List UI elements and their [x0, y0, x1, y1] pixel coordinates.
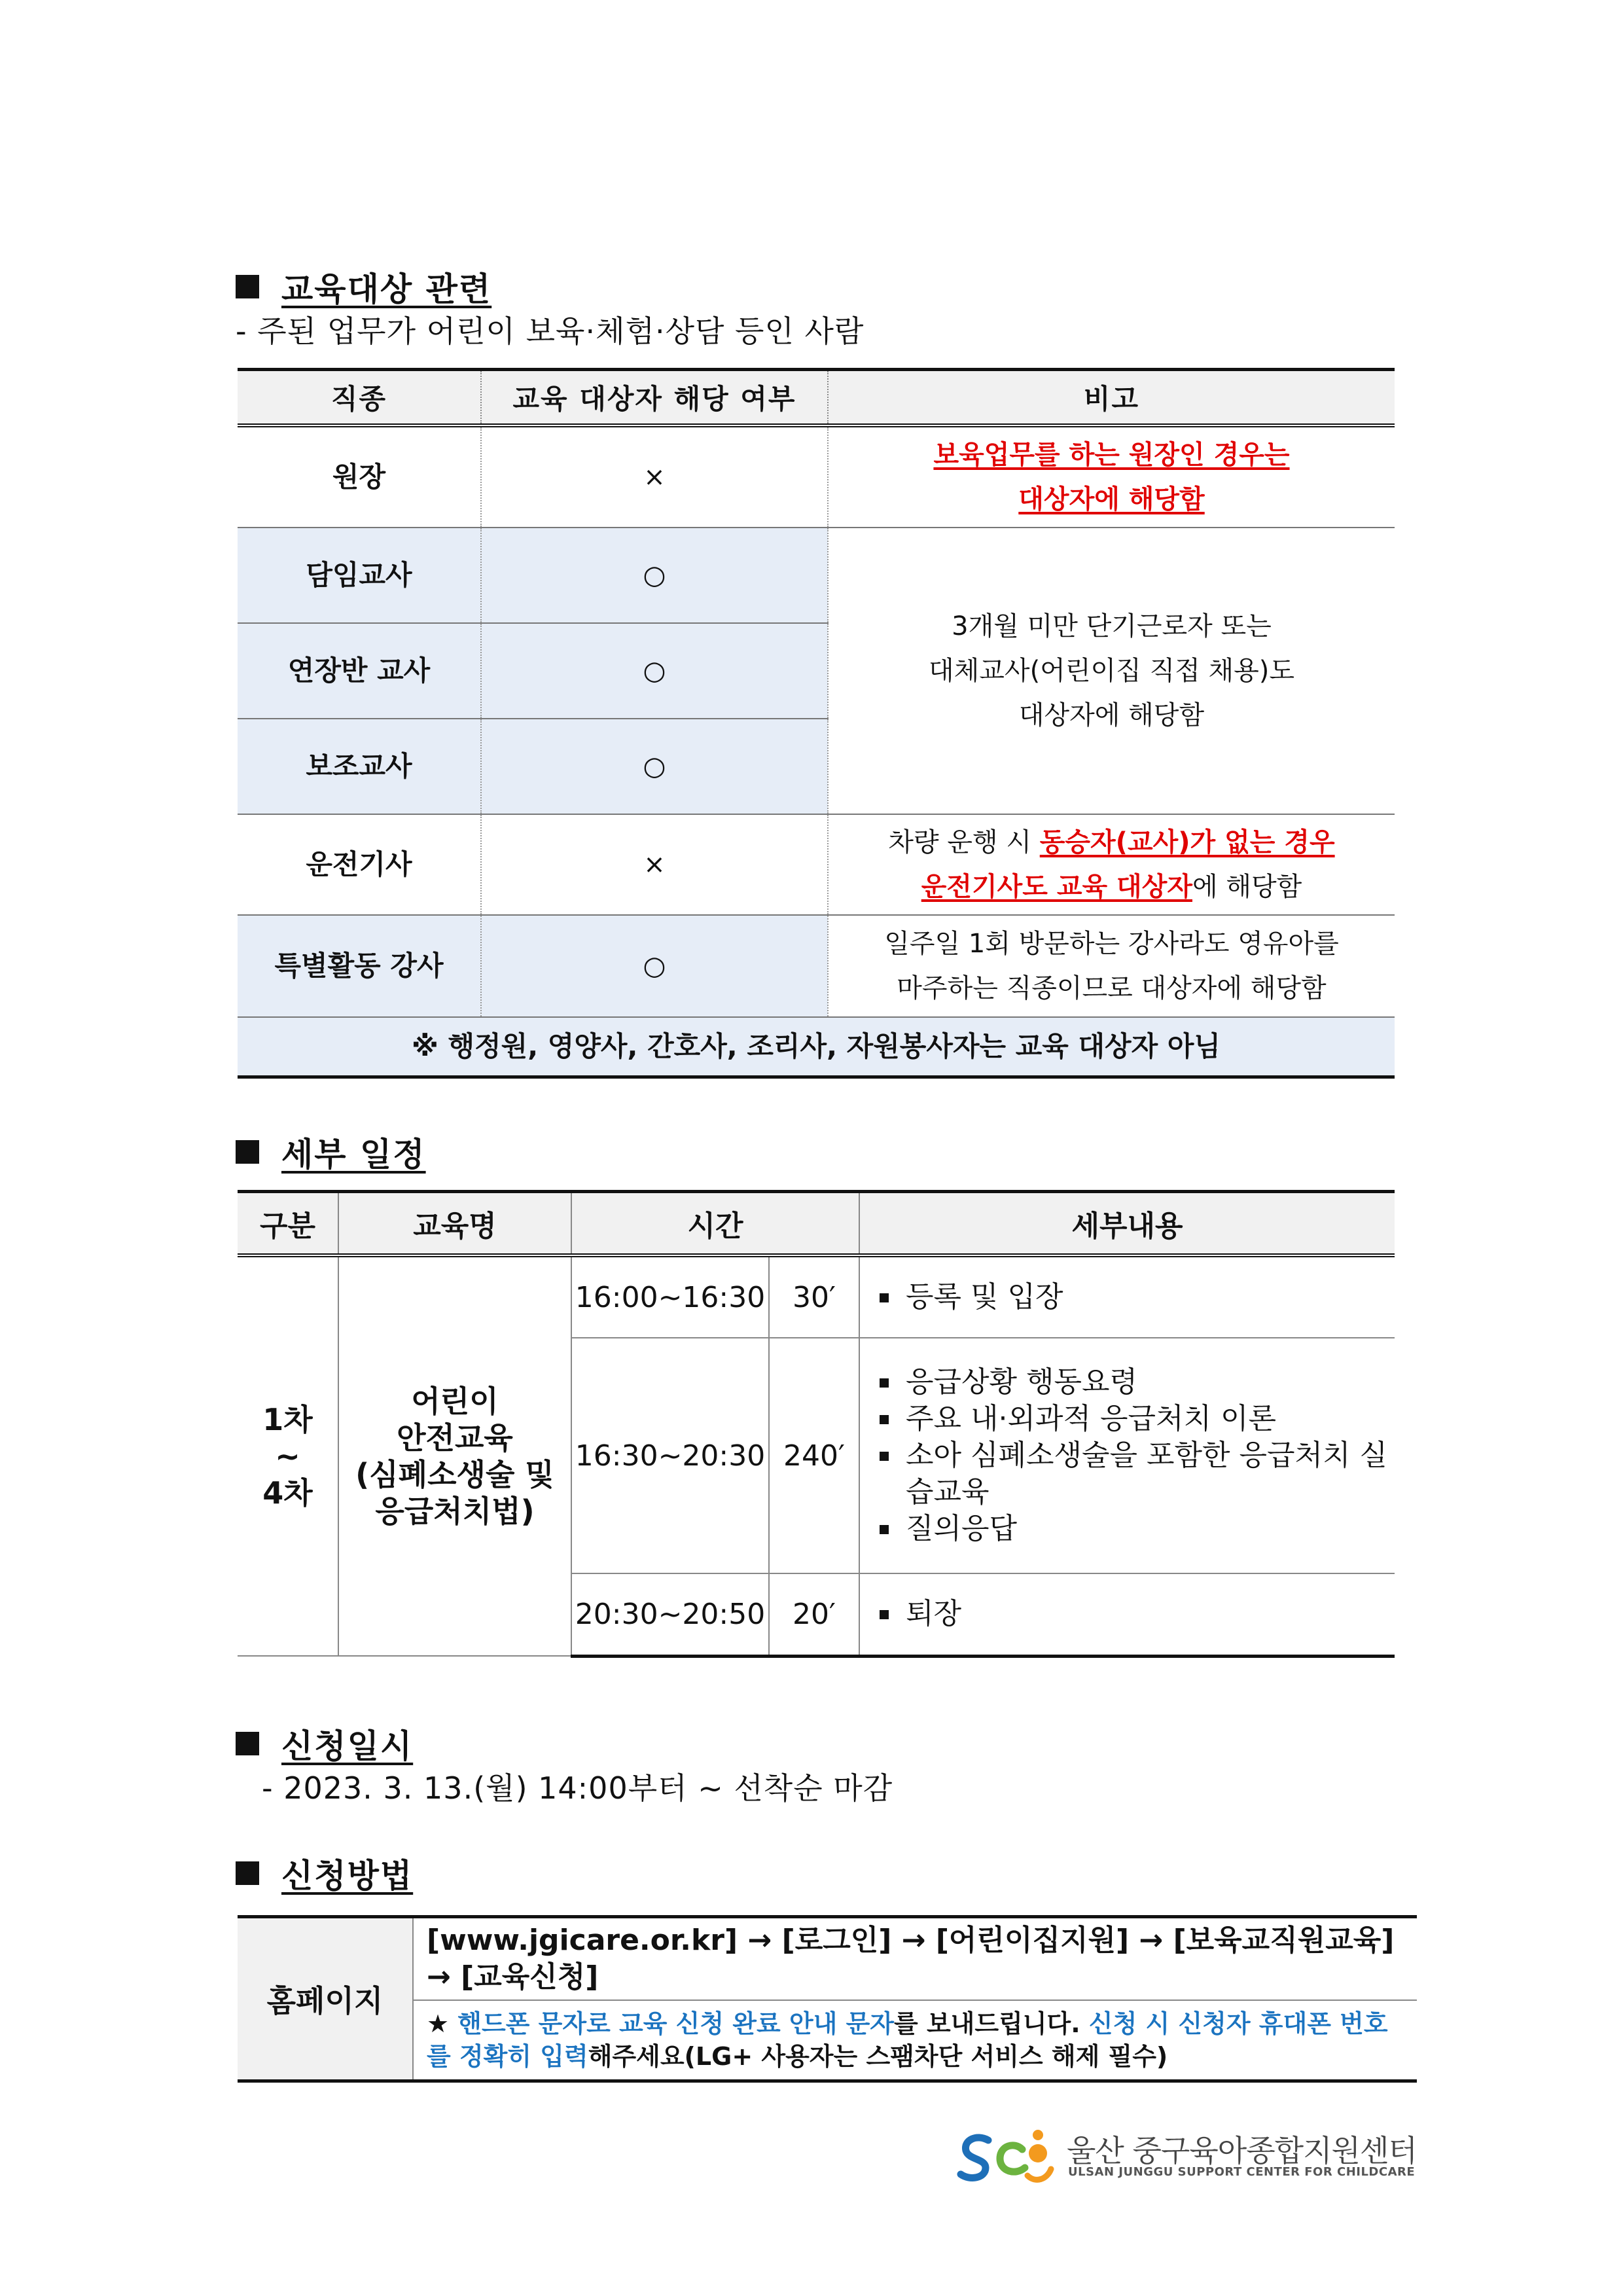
job-cell: 담임교사 — [238, 528, 481, 623]
target-table — [238, 368, 1395, 1079]
detail-cell — [859, 1338, 1395, 1573]
logo-mark-icon — [957, 2122, 1055, 2187]
note-cell: 보육업무를 하는 원장인 경우는 대상자에 해당함 — [828, 425, 1395, 528]
job-cell: 보조교사 — [238, 719, 481, 814]
target-cell: ○ — [481, 915, 828, 1017]
target-cell: ○ — [481, 528, 828, 623]
table-row — [238, 425, 1395, 528]
square-bullet-icon — [236, 1140, 259, 1164]
job-cell: 원장 — [238, 425, 481, 528]
list-item: 퇴장 — [880, 1596, 1395, 1632]
logo-name: 울산 중구육아종합지원센터 — [1067, 2133, 1417, 2168]
method-table — [238, 1915, 1417, 2083]
method-path: [www.jgicare.or.kr] → [로그인] → [어린이집지원] → [보육교직원교육] → [교육신청] — [413, 1917, 1417, 2001]
round-cell: 1차 ~ 4차 — [238, 1255, 338, 1656]
table-header-row — [238, 1192, 1395, 1256]
square-bullet-icon — [236, 275, 259, 298]
header-round: 구분 — [238, 1192, 338, 1256]
section-title-date: 신청일시 — [236, 1720, 413, 1767]
job-cell: 특별활동 강사 — [238, 915, 481, 1017]
footnote: ※ 행정원, 영양사, 간호사, 조리사, 자원봉사자는 교육 대상자 아님 — [238, 1017, 1395, 1077]
list-item: 소아 심폐소생술을 포함한 응급처치 실습교육 — [880, 1437, 1395, 1511]
note-cell: 차량 운행 시 동승자(교사)가 없는 경우 운전기사도 교육 대상자에 해당함 — [828, 814, 1395, 915]
list-item: 질의응답 — [880, 1511, 1395, 1547]
table-row — [238, 1255, 1395, 1338]
logo-eng-name: ULSAN JUNGGU SUPPORT CENTER FOR CHILDCARE — [1068, 2165, 1416, 2179]
list-item: 응급상황 행동요령 — [880, 1364, 1395, 1401]
duration-cell: 240′ — [769, 1338, 859, 1573]
section-title-target: 교육대상 관련 — [236, 263, 491, 310]
header-time: 시간 — [571, 1192, 859, 1256]
table-header-row — [238, 370, 1395, 426]
table-row — [238, 915, 1395, 1017]
schedule-table — [238, 1190, 1395, 1658]
header-target: 교육 대상자 해당 여부 — [481, 370, 828, 426]
job-cell: 운전기사 — [238, 814, 481, 915]
time-cell: 16:00~16:30 — [571, 1255, 769, 1338]
detail-cell — [859, 1573, 1395, 1656]
table-row — [238, 528, 1395, 623]
header-course: 교육명 — [338, 1192, 571, 1256]
target-cell: ○ — [481, 623, 828, 719]
square-bullet-icon — [236, 1732, 259, 1755]
application-date: - 2023. 3. 13.(월) 14:00부터 ~ 선착순 마감 — [262, 1770, 893, 1806]
detail-cell — [859, 1255, 1395, 1338]
square-bullet-icon — [236, 1861, 259, 1885]
center-logo — [957, 2122, 1417, 2187]
header-note: 비고 — [828, 370, 1395, 426]
star-icon: ★ — [427, 2009, 458, 2038]
target-cell: × — [481, 814, 828, 915]
method-label: 홈페이지 — [238, 1917, 413, 2081]
section-subtitle: - 주된 업무가 어린이 보육·체험·상담 등인 사람 — [236, 314, 865, 349]
list-item: 주요 내·외과적 응급처치 이론 — [880, 1401, 1395, 1437]
job-cell: 연장반 교사 — [238, 623, 481, 719]
note-cell: 일주일 1회 방문하는 강사라도 영유아를 마주하는 직종이므로 대상자에 해당함 — [828, 915, 1395, 1017]
duration-cell: 30′ — [769, 1255, 859, 1338]
target-cell: × — [481, 425, 828, 528]
header-detail: 세부내용 — [859, 1192, 1395, 1256]
time-cell: 20:30~20:50 — [571, 1573, 769, 1656]
duration-cell: 20′ — [769, 1573, 859, 1656]
list-item: 등록 및 입장 — [880, 1279, 1395, 1316]
table-row — [238, 2000, 1417, 2081]
section-title-method: 신청방법 — [236, 1850, 413, 1897]
method-notice: ★ 핸드폰 문자로 교육 신청 완료 안내 문자를 보내드립니다. 신청 시 신청자 휴대폰 번호를 정확히 입력해주세요(LG+ 사용자는 스팸차단 서비스 해제 필수) — [413, 2000, 1417, 2081]
merged-note-cell: 3개월 미만 단기근로자 또는 대체교사(어린이집 직접 채용)도 대상자에 해당함 — [828, 528, 1395, 814]
section-title-schedule: 세부 일정 — [236, 1128, 426, 1175]
table-row — [238, 814, 1395, 915]
header-job: 직종 — [238, 370, 481, 426]
time-cell: 16:30~20:30 — [571, 1338, 769, 1573]
table-row — [238, 1917, 1417, 2001]
footnote-row — [238, 1017, 1395, 1077]
course-cell: 어린이 안전교육 (심폐소생술 및 응급처치법) — [338, 1255, 571, 1656]
target-cell: ○ — [481, 719, 828, 814]
